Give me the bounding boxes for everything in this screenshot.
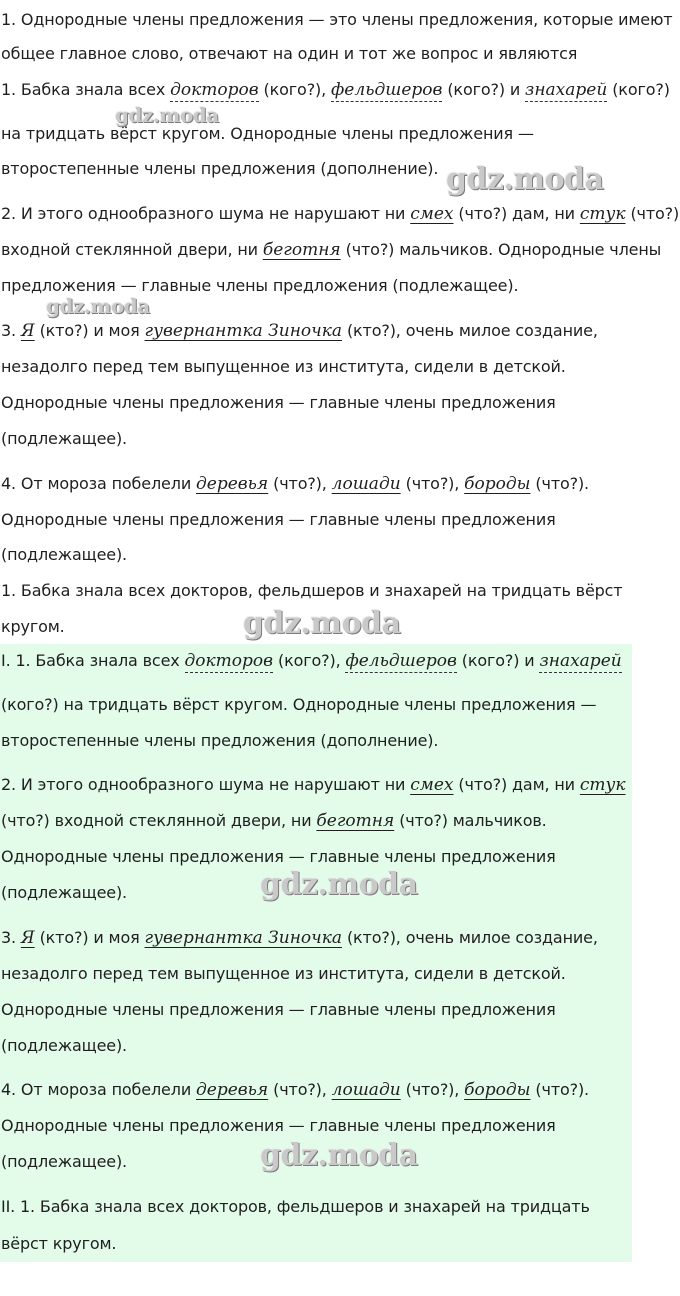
homogeneous-word: гувернантка Зиночка (144, 321, 343, 341)
sentence-4-line-1: 4. От мороза побелели деревья (что?), лошади (что?), бороды (что?). (1, 474, 589, 494)
homogeneous-word: фельдшеров (345, 651, 457, 671)
final-sentence-line-1: 1. Бабка знала всех докторов, фельдшеров и знахарей на тридцать вёрст (1, 581, 623, 600)
homogeneous-word: стук (579, 775, 626, 795)
sentence-2-line-1: 2. И этого однообразного шума не нарушают ни смех (что?) дам, ни стук (что?) (1, 204, 680, 224)
intro-line-2: общее главное слово, отвечают на один и тот же вопрос и являются (1, 44, 578, 63)
watermark-logo: gdz.moda (46, 294, 150, 318)
homogeneous-word: беготня (316, 811, 395, 831)
sentence-3-line-2: незадолго перед тем выпущенное из института, сидели в детской. (1, 357, 566, 376)
sentence-4-line-3: (подлежащее). (1, 545, 127, 564)
homogeneous-word: Я (20, 928, 35, 948)
homogeneous-word: докторов (170, 80, 259, 100)
green-sentence-2-line-4: (подлежащее). (1, 883, 127, 902)
homogeneous-word: лошади (331, 474, 401, 494)
watermark-logo: gdz.moda (260, 867, 418, 902)
sentence-3-line-3: Однородные члены предложения — главные члены предложения (1, 393, 556, 412)
homogeneous-word: лошади (331, 1080, 401, 1100)
sentence-1-line-2: на тридцать вёрст кругом. Однородные члены предложения — (1, 124, 534, 143)
homogeneous-word: бороды (464, 1080, 531, 1100)
green-sentence-4-line-1: 4. От мороза побелели деревья (что?), лошади (что?), бороды (что?). (1, 1080, 589, 1100)
green-sentence-3-line-1: 3. Я (кто?) и моя гувернантка Зиночка (кто?), очень милое создание, (1, 928, 598, 948)
homogeneous-word: фельдшеров (331, 80, 443, 100)
sentence-4-line-2: Однородные члены предложения — главные члены предложения (1, 510, 556, 529)
green-sentence-2-line-3: Однородные члены предложения — главные члены предложения (1, 847, 556, 866)
homogeneous-word: гувернантка Зиночка (144, 928, 343, 948)
green-sentence-4-line-3: (подлежащее). (1, 1152, 127, 1171)
homogeneous-word: Я (20, 321, 35, 341)
watermark-logo: gdz.moda (260, 1138, 418, 1173)
green-sentence-4-line-2: Однородные члены предложения — главные члены предложения (1, 1116, 556, 1135)
watermark-logo: gdz.moda (243, 606, 401, 641)
homogeneous-word: знахарей (539, 651, 622, 671)
green-sentence-3-line-3: Однородные члены предложения — главные члены предложения (1, 1000, 556, 1019)
sentence-3-line-1: 3. Я (кто?) и моя гувернантка Зиночка (кто?), очень милое создание, (1, 321, 598, 341)
green-sentence-1-line-1: I. 1. Бабка знала всех докторов (кого?), фельдшеров (кого?) и знахарей (1, 651, 622, 671)
sentence-2-line-3: предложения — главные члены предложения (подлежащее). (1, 276, 519, 295)
green-sentence-1-line-2: (кого?) на тридцать вёрст кругом. Однородные члены предложения — (1, 695, 597, 714)
green-sentence-2-line-1: 2. И этого однообразного шума не нарушают ни смех (что?) дам, ни стук (1, 775, 626, 795)
sentence-1-line-1: 1. Бабка знала всех докторов (кого?), фельдшеров (кого?) и знахарей (кого?) (1, 80, 670, 100)
intro-line-1: 1. Однородные члены предложения — это члены предложения, которые имеют (1, 10, 673, 29)
homogeneous-word: беготня (262, 240, 341, 260)
green-sentence-3-line-4: (подлежащее). (1, 1036, 127, 1055)
homogeneous-word: стук (579, 204, 626, 224)
homogeneous-word: докторов (184, 651, 274, 671)
final-sentence-line-2: кругом. (1, 617, 65, 636)
green-sentence-3-line-2: незадолго перед тем выпущенное из института, сидели в детской. (1, 964, 566, 983)
sentence-3-line-4: (подлежащее). (1, 429, 127, 448)
watermark-logo: gdz.moda (115, 103, 219, 127)
homogeneous-word: знахарей (525, 80, 608, 100)
homogeneous-word: смех (410, 204, 454, 224)
homogeneous-word: деревья (196, 1080, 269, 1100)
green-final-line-1: II. 1. Бабка знала всех докторов, фельдшеров и знахарей на тридцать (1, 1197, 590, 1216)
homogeneous-word: бороды (464, 474, 531, 494)
homogeneous-word: деревья (196, 474, 269, 494)
green-sentence-1-line-3: второстепенные члены предложения (дополнение). (1, 731, 439, 750)
watermark-logo: gdz.moda (446, 162, 604, 197)
green-final-line-2: вёрст кругом. (1, 1234, 117, 1253)
sentence-1-line-3: второстепенные члены предложения (дополнение). (1, 159, 439, 178)
homogeneous-word: смех (410, 775, 454, 795)
sentence-2-line-2: входной стеклянной двери, ни беготня (что?) мальчиков. Однородные члены (1, 240, 662, 260)
green-sentence-2-line-2: (что?) входной стеклянной двери, ни беготня (что?) мальчиков. (1, 811, 547, 831)
